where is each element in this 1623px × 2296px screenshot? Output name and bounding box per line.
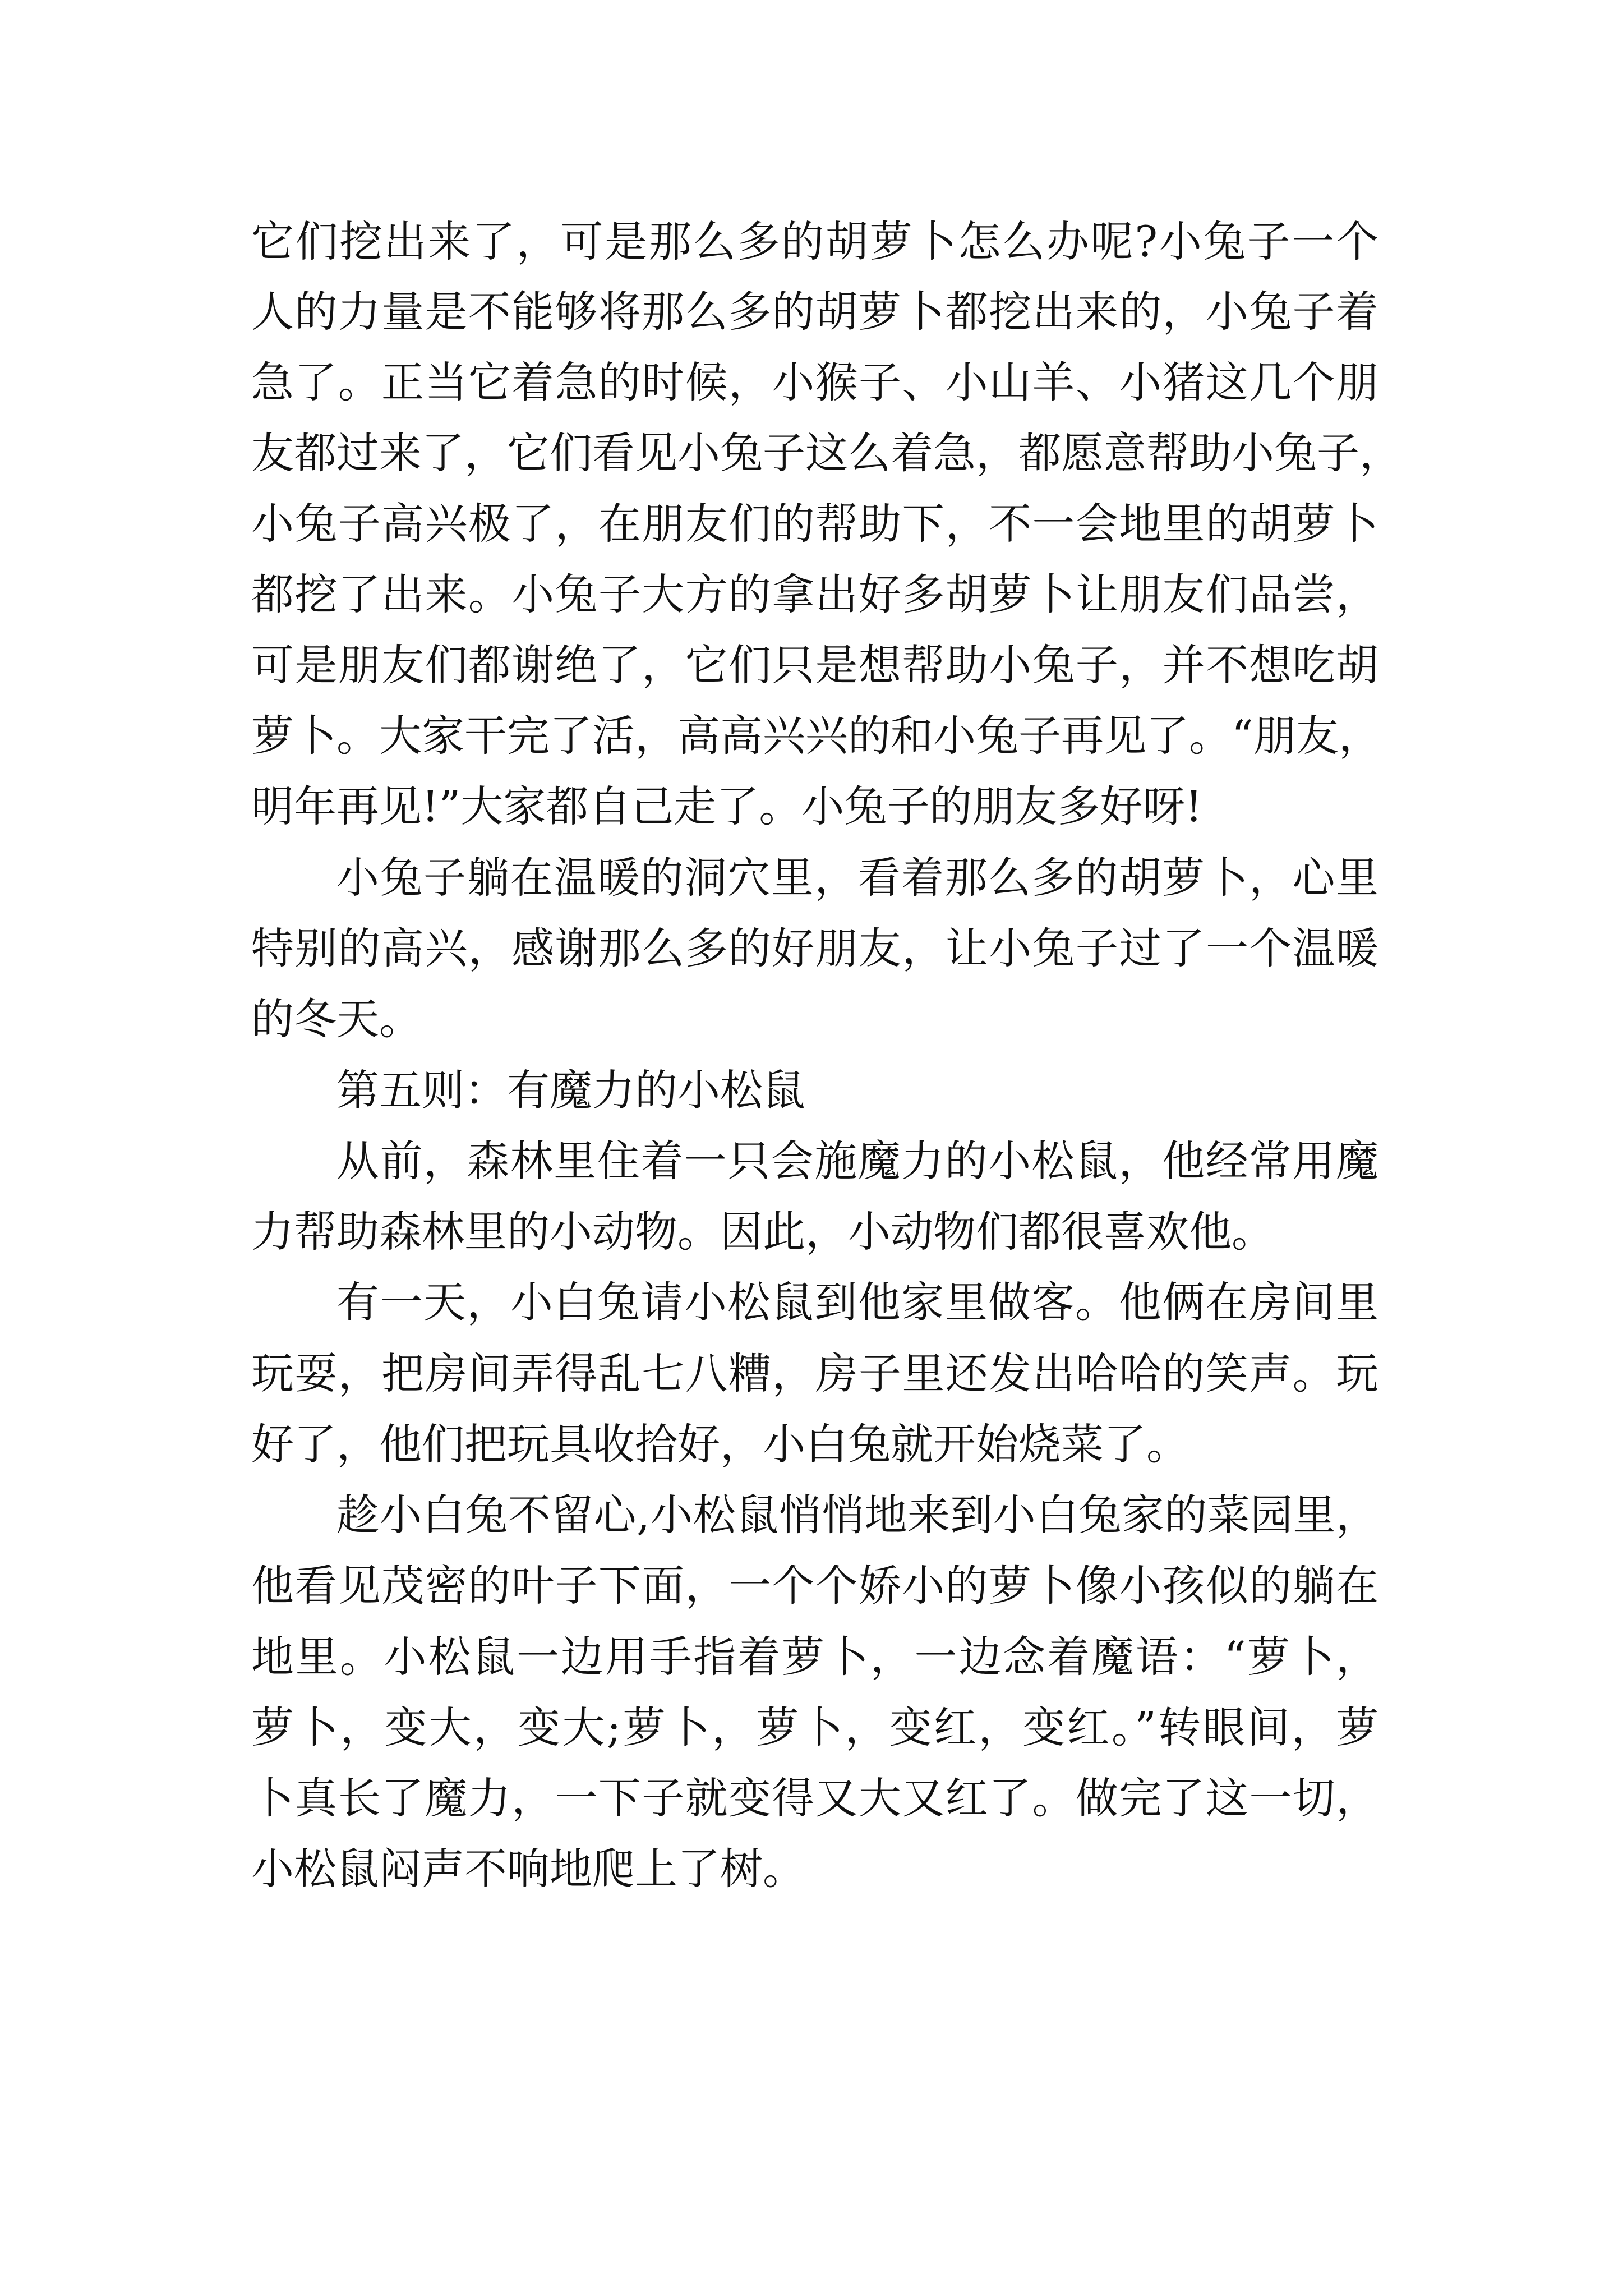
paragraph-1-line-4: 友都过来了，它们看见小兔子这么着急，都愿意帮助小兔子， xyxy=(251,428,1402,478)
paragraph-5-line-2: 他看见茂密的叶子下面，一个个娇小的萝卜像小孩似的躺在 xyxy=(251,1561,1378,1611)
paragraph-5-line-6: 小松鼠闷声不响地爬上了树。 xyxy=(251,1844,805,1894)
paragraph-1-line-5: 小兔子高兴极了，在朋友们的帮助下，不一会地里的胡萝卜 xyxy=(251,499,1378,549)
paragraph-5-line-3: 地里。小松鼠一边用手指着萝卜，一边念着魔语：“萝卜， xyxy=(251,1632,1378,1682)
paragraph-2-line-3: 的冬天。 xyxy=(251,994,422,1044)
paragraph-3-line-2: 力帮助森林里的小动物。因此，小动物们都很喜欢他。 xyxy=(251,1207,1274,1257)
paragraph-5-line-4: 萝卜，变大，变大;萝卜，萝卜，变红，变红。”转眼间，萝 xyxy=(251,1703,1378,1752)
paragraph-4-line-3: 好了，他们把玩具收拾好，小白兔就开始烧菜了。 xyxy=(251,1419,1189,1469)
paragraph-5-line-1: 趁小白兔不留心,小松鼠悄悄地来到小白兔家的菜园里， xyxy=(336,1490,1378,1540)
paragraph-1-line-8: 萝卜。大家干完了活，高高兴兴的和小兔子再见了。“朋友， xyxy=(251,711,1381,761)
paragraph-1-line-9: 明年再见!”大家都自己走了。小兔子的朋友多好呀! xyxy=(251,781,1202,831)
paragraph-1-line-7: 可是朋友们都谢绝了，它们只是想帮助小兔子，并不想吃胡 xyxy=(251,640,1378,690)
paragraph-1-line-2: 人的力量是不能够将那么多的胡萝卜都挖出来的，小兔子着 xyxy=(251,287,1378,337)
paragraph-2-line-2: 特别的高兴，感谢那么多的好朋友，让小兔子过了一个温暖 xyxy=(251,923,1378,973)
paragraph-4-line-1: 有一天，小白兔请小松鼠到他家里做客。他俩在房间里 xyxy=(336,1277,1378,1327)
paragraph-1-line-3: 急了。正当它着急的时候，小猴子、小山羊、小猪这几个朋 xyxy=(251,357,1378,407)
paragraph-1-line-1: 它们挖出来了，可是那么多的胡萝卜怎么办呢?小兔子一个 xyxy=(251,217,1378,266)
section-heading: 第五则：有魔力的小松鼠 xyxy=(336,1065,805,1115)
paragraph-1-line-6: 都挖了出来。小兔子大方的拿出好多胡萝卜让朋友们品尝， xyxy=(251,569,1378,619)
paragraph-2-line-1: 小兔子躺在温暖的洞穴里，看着那么多的胡萝卜，心里 xyxy=(336,853,1378,903)
paragraph-5-line-5: 卜真长了魔力，一下子就变得又大又红了。做完了这一切， xyxy=(251,1773,1378,1823)
paragraph-4-line-2: 玩耍，把房间弄得乱七八糟，房子里还发出哈哈的笑声。玩 xyxy=(251,1349,1378,1398)
paragraph-3-line-1: 从前，森林里住着一只会施魔力的小松鼠，他经常用魔 xyxy=(336,1136,1378,1186)
